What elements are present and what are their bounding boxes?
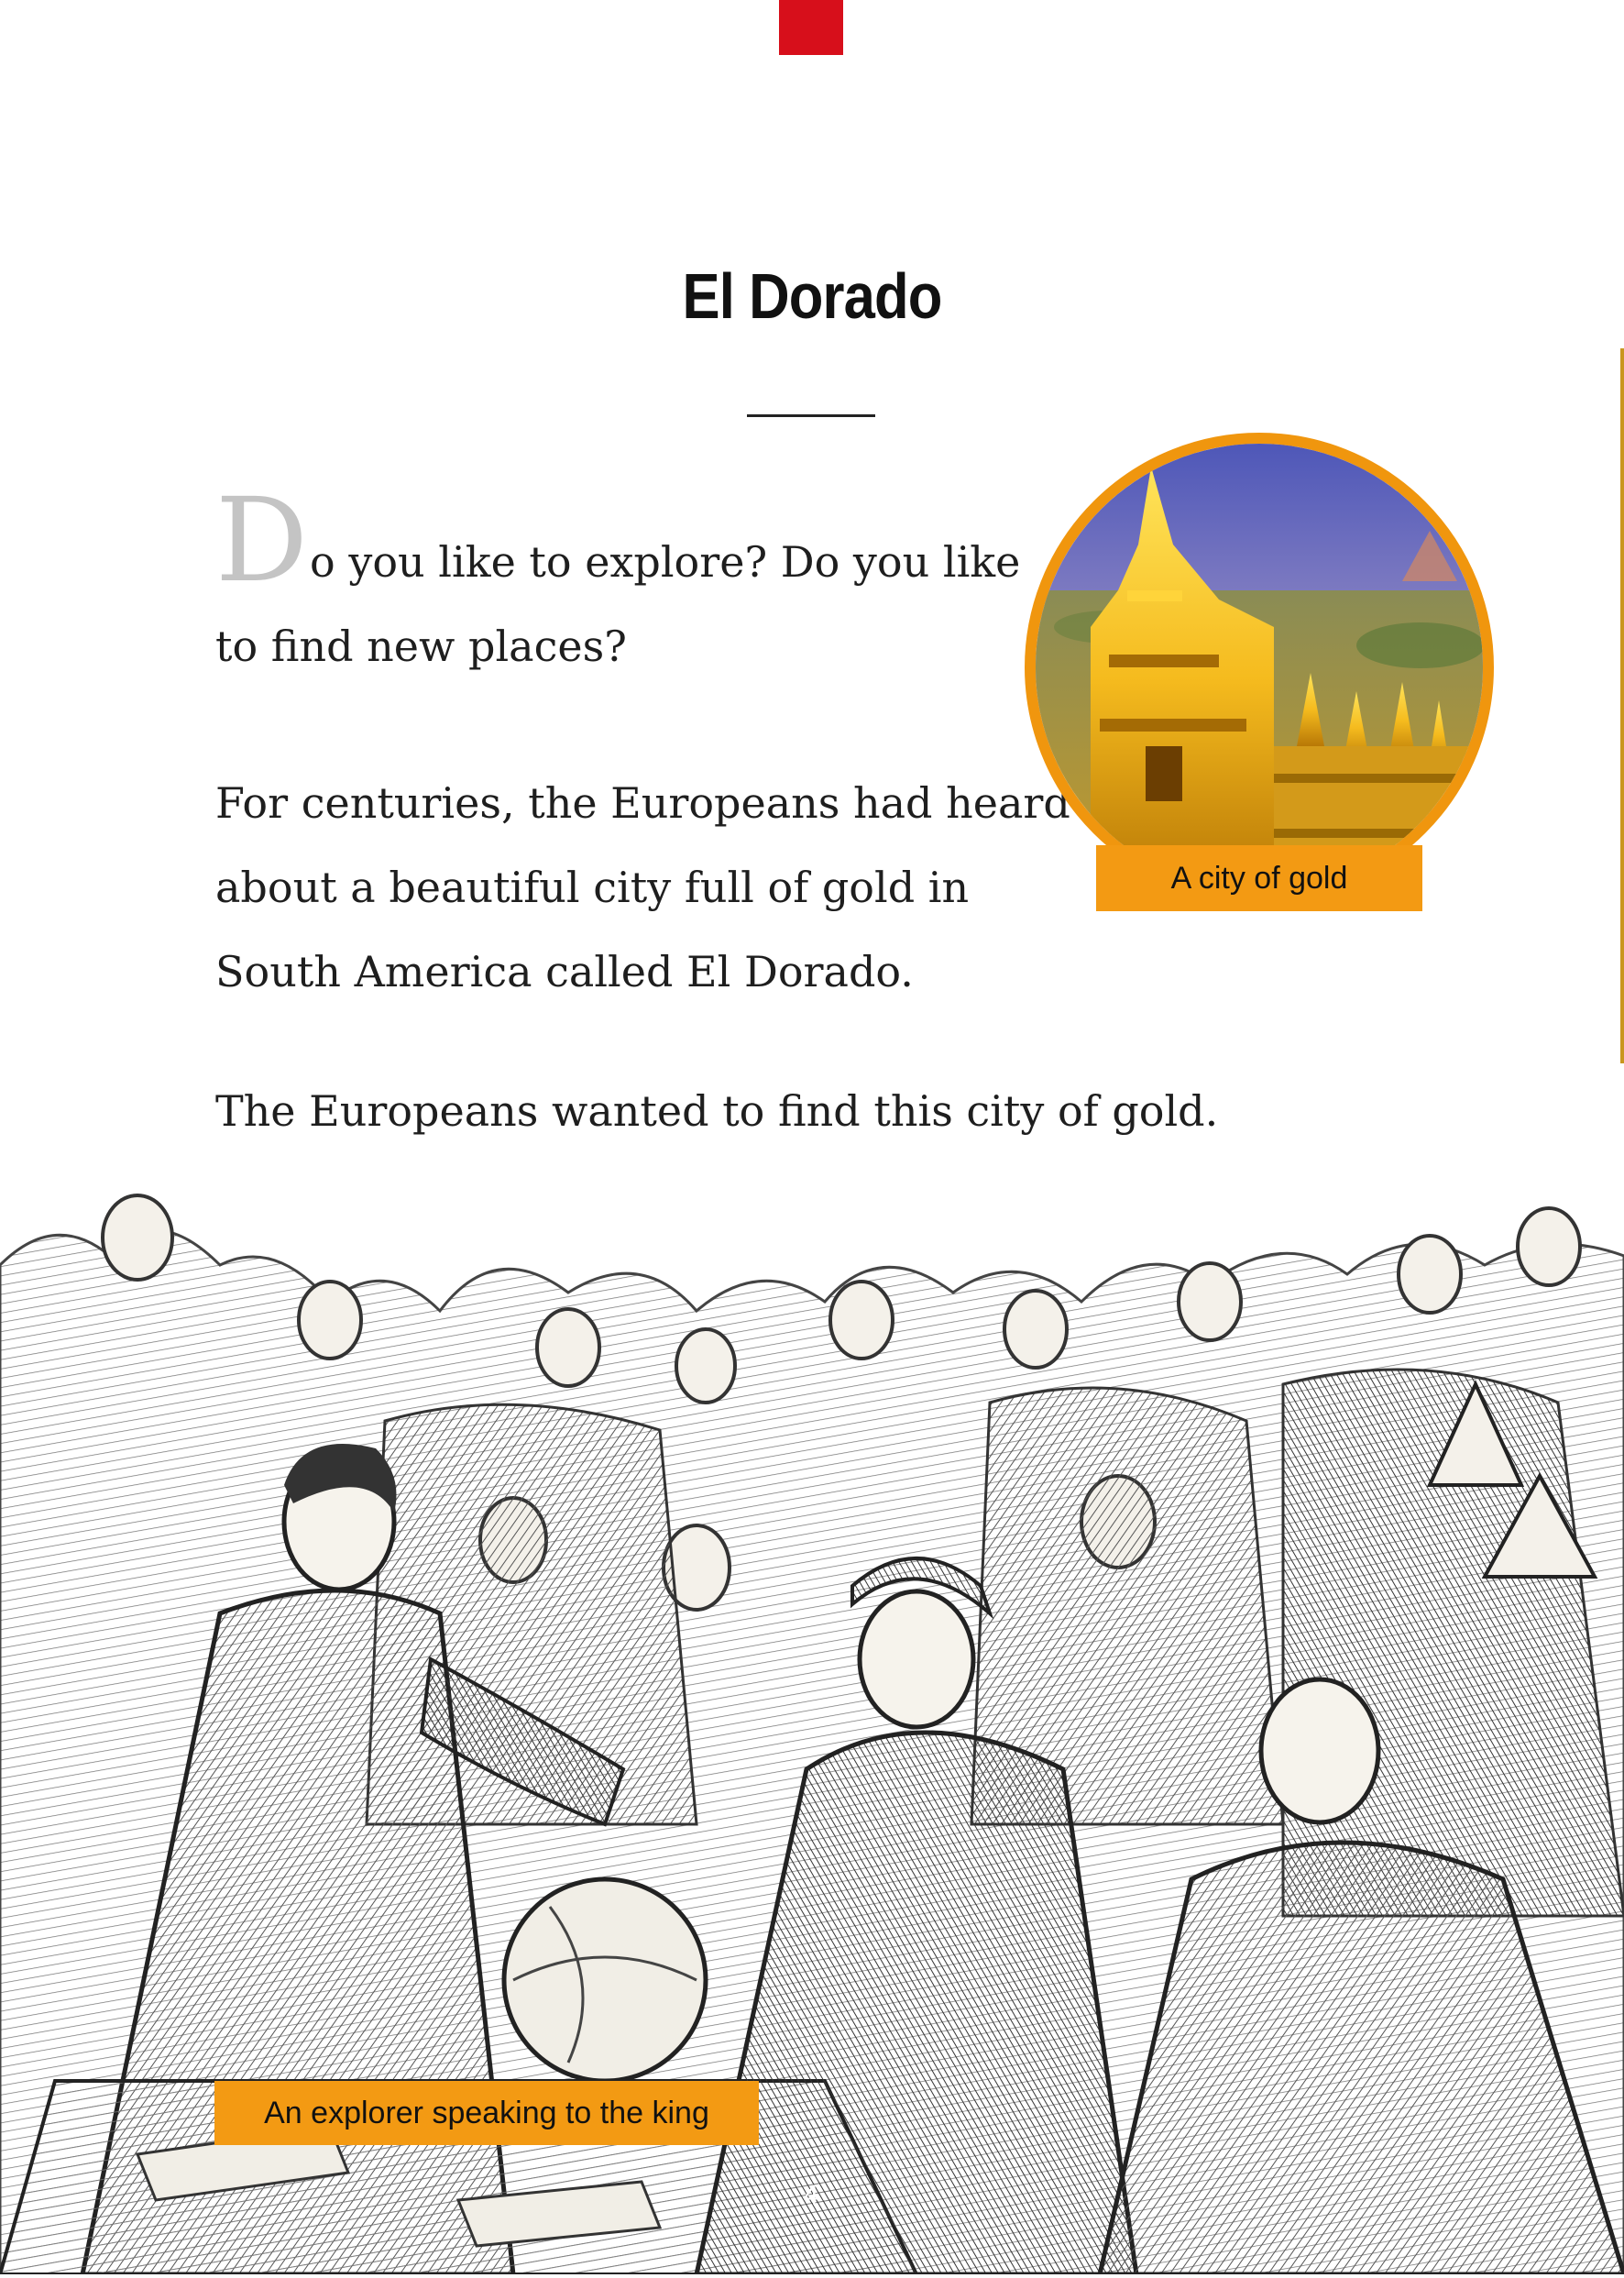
engraving-caption: An explorer speaking to the king bbox=[214, 2081, 759, 2145]
intro-paragraph-3: The Europeans wanted to find this city of gold. bbox=[215, 1086, 1219, 1136]
title-underline bbox=[747, 414, 875, 417]
top-red-tab bbox=[779, 0, 843, 55]
intro-paragraph-1 bbox=[215, 473, 1022, 688]
city-of-gold-photo bbox=[1025, 433, 1494, 902]
drop-cap: D bbox=[215, 473, 309, 608]
page-number: 4 bbox=[803, 2180, 819, 2210]
golden-temple-illustration bbox=[1036, 444, 1483, 891]
page-title: El Dorado bbox=[682, 259, 942, 332]
intro-paragraph-2: For centuries, the Europeans had heard about a beautiful city full of gold in South America called El Dorado. bbox=[215, 778, 1070, 996]
page-edge-strip bbox=[1620, 348, 1624, 1063]
intro-paragraph-1-text: o you like to explore? Do you like to find new places? bbox=[215, 537, 1021, 671]
city-photo-caption: A city of gold bbox=[1096, 845, 1422, 911]
